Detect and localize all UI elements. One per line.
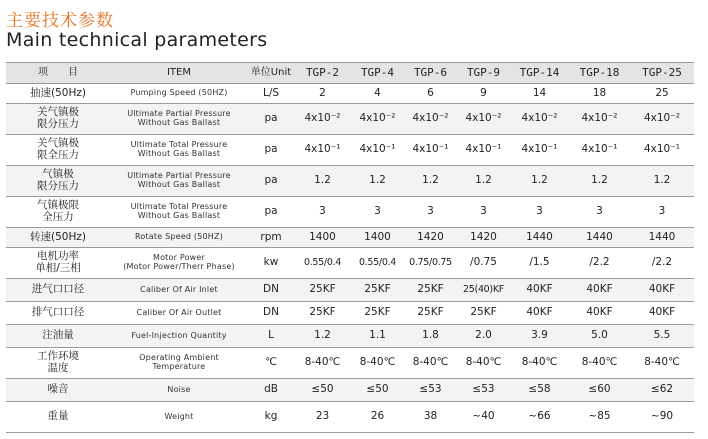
row-label-cn bbox=[6, 248, 110, 279]
value-cell: 3 bbox=[569, 197, 630, 228]
value-cell: 1440 bbox=[630, 228, 694, 248]
row-label-en-line: Weight bbox=[164, 411, 194, 421]
row-label-cn-line: 排气口口径 bbox=[31, 306, 85, 319]
row-label-cn bbox=[6, 135, 110, 166]
value-cell: 1.1 bbox=[351, 325, 404, 348]
value-cell: 4x10⁻² bbox=[510, 104, 569, 135]
row-unit: ℃ bbox=[248, 348, 294, 379]
table-row bbox=[6, 248, 694, 279]
value-cell: 3 bbox=[630, 197, 694, 228]
value-cell: 25KF bbox=[351, 302, 404, 325]
value-cell: 1440 bbox=[510, 228, 569, 248]
value-cell: 3 bbox=[351, 197, 404, 228]
value-cell: 25KF bbox=[351, 279, 404, 302]
spec-table-body bbox=[6, 84, 694, 433]
value-cell: 1400 bbox=[294, 228, 351, 248]
row-label-en-line: Temperature bbox=[152, 362, 206, 371]
row-label-en bbox=[110, 135, 248, 166]
value-cell: 3 bbox=[404, 197, 457, 228]
row-label-cn bbox=[6, 104, 110, 135]
value-cell: 1.8 bbox=[404, 325, 457, 348]
table-row bbox=[6, 104, 694, 135]
row-label-en-line: Ultimate Partial Pressure bbox=[127, 171, 231, 181]
row-label-cn bbox=[6, 402, 110, 433]
row-label-cn-line: 关气镇极 bbox=[37, 106, 79, 119]
row-label-cn-line: 气镇极限 bbox=[37, 199, 79, 212]
header-model: TGP-9 bbox=[457, 63, 510, 84]
row-label-en bbox=[110, 84, 248, 104]
spec-table bbox=[6, 62, 694, 433]
value-cell: 1.2 bbox=[457, 166, 510, 197]
value-cell: 4x10⁻¹ bbox=[294, 135, 351, 166]
row-unit: dB bbox=[248, 379, 294, 402]
value-cell: 1.2 bbox=[404, 166, 457, 197]
value-cell: ~40 bbox=[457, 402, 510, 433]
row-label-cn-line: 噪音 bbox=[47, 383, 69, 396]
row-label-en-line: Rotate Speed (50HZ) bbox=[134, 232, 224, 242]
value-cell: ~66 bbox=[510, 402, 569, 433]
value-cell: /2.2 bbox=[630, 248, 694, 279]
value-cell: 8-40℃ bbox=[404, 348, 457, 379]
value-cell: ≤53 bbox=[404, 379, 457, 402]
table-row bbox=[6, 197, 694, 228]
table-row bbox=[6, 325, 694, 348]
header-model: TGP-4 bbox=[351, 63, 404, 84]
value-cell: 1.2 bbox=[294, 325, 351, 348]
row-unit: L bbox=[248, 325, 294, 348]
header-unit: 单位Unit bbox=[248, 63, 294, 84]
value-cell: 6 bbox=[404, 84, 457, 104]
value-cell: 25 bbox=[630, 84, 694, 104]
row-label-en-line: Caliber Of Air Inlet bbox=[140, 284, 218, 294]
value-cell: 4x10⁻² bbox=[457, 104, 510, 135]
value-cell: 26 bbox=[351, 402, 404, 433]
row-label-en bbox=[110, 302, 248, 325]
row-label-en-line: Ultimate Partial Pressure bbox=[127, 109, 231, 119]
row-unit: pa bbox=[248, 197, 294, 228]
header-item-cn: 项 目 bbox=[6, 63, 110, 84]
row-label-en bbox=[110, 379, 248, 402]
value-cell: /0.75 bbox=[457, 248, 510, 279]
value-cell: 38 bbox=[404, 402, 457, 433]
value-cell: 8-40℃ bbox=[457, 348, 510, 379]
row-label-en-line: Motor Power bbox=[152, 253, 206, 263]
value-cell: 8-40℃ bbox=[630, 348, 694, 379]
table-row bbox=[6, 84, 694, 104]
row-label-en bbox=[110, 104, 248, 135]
header-model: TGP-14 bbox=[510, 63, 569, 84]
table-row bbox=[6, 302, 694, 325]
value-cell: 5.0 bbox=[569, 325, 630, 348]
row-label-cn-line: 限分压力 bbox=[37, 118, 79, 130]
value-cell: 23 bbox=[294, 402, 351, 433]
row-label-cn-line: 进气口口径 bbox=[31, 283, 85, 296]
value-cell: 40KF bbox=[630, 302, 694, 325]
row-unit: DN bbox=[248, 302, 294, 325]
row-label-en-line: Pumping Speed (50HZ) bbox=[130, 88, 228, 98]
value-cell: 25KF bbox=[294, 279, 351, 302]
value-cell: ≤53 bbox=[457, 379, 510, 402]
value-cell: ≤60 bbox=[569, 379, 630, 402]
value-cell: 40KF bbox=[630, 279, 694, 302]
row-label-cn-line: 限分压力 bbox=[37, 180, 79, 192]
table-row bbox=[6, 228, 694, 248]
row-unit: pa bbox=[248, 135, 294, 166]
row-unit: pa bbox=[248, 166, 294, 197]
row-unit: kg bbox=[248, 402, 294, 433]
value-cell: 25KF bbox=[294, 302, 351, 325]
value-cell: 0.55/0.4 bbox=[351, 248, 404, 279]
value-cell: 8-40℃ bbox=[569, 348, 630, 379]
header-row bbox=[6, 63, 694, 84]
value-cell: 40KF bbox=[569, 279, 630, 302]
value-cell: 18 bbox=[569, 84, 630, 104]
row-label-cn bbox=[6, 379, 110, 402]
value-cell: 1.2 bbox=[569, 166, 630, 197]
value-cell: 8-40℃ bbox=[351, 348, 404, 379]
value-cell: 14 bbox=[510, 84, 569, 104]
value-cell: ≤58 bbox=[510, 379, 569, 402]
value-cell: 4x10⁻² bbox=[294, 104, 351, 135]
value-cell: 5.5 bbox=[630, 325, 694, 348]
row-label-cn-line: 工作环境 bbox=[37, 350, 79, 363]
value-cell: 4x10⁻² bbox=[351, 104, 404, 135]
value-cell: 25KF bbox=[404, 279, 457, 302]
value-cell: 4x10⁻² bbox=[630, 104, 694, 135]
value-cell: 1420 bbox=[457, 228, 510, 248]
row-label-cn-line: 抽速(50Hz) bbox=[30, 86, 86, 99]
value-cell: 9 bbox=[457, 84, 510, 104]
value-cell: 4x10⁻¹ bbox=[630, 135, 694, 166]
value-cell: ~85 bbox=[569, 402, 630, 433]
value-cell: 4x10⁻² bbox=[569, 104, 630, 135]
row-label-en-line: Ultimate Total Pressure bbox=[130, 140, 228, 150]
row-label-en bbox=[110, 325, 248, 348]
table-row bbox=[6, 166, 694, 197]
value-cell: 1400 bbox=[351, 228, 404, 248]
value-cell: 40KF bbox=[510, 302, 569, 325]
value-cell: 40KF bbox=[569, 302, 630, 325]
row-label-en-line: Fuel-Injection Quantity bbox=[131, 330, 227, 340]
value-cell: 25(40)KF bbox=[457, 279, 510, 302]
value-cell: 4x10⁻¹ bbox=[569, 135, 630, 166]
value-cell: 4x10⁻¹ bbox=[457, 135, 510, 166]
value-cell: ≤50 bbox=[294, 379, 351, 402]
header-model: TGP-2 bbox=[294, 63, 351, 84]
row-label-cn bbox=[6, 166, 110, 197]
row-label-cn bbox=[6, 348, 110, 379]
row-label-cn-line: 单相/三相 bbox=[35, 262, 81, 274]
value-cell: 4x10⁻¹ bbox=[351, 135, 404, 166]
row-label-cn-line: 关气镇极 bbox=[37, 137, 79, 150]
value-cell: ~90 bbox=[630, 402, 694, 433]
value-cell: /1.5 bbox=[510, 248, 569, 279]
value-cell: 25KF bbox=[404, 302, 457, 325]
row-label-cn bbox=[6, 84, 110, 104]
value-cell: 4x10⁻² bbox=[404, 104, 457, 135]
row-label-en bbox=[110, 279, 248, 302]
row-label-cn-line: 限全压力 bbox=[37, 149, 79, 161]
value-cell: 1.2 bbox=[510, 166, 569, 197]
table-row bbox=[6, 279, 694, 302]
row-label-cn-line: 电机功率 bbox=[37, 250, 79, 263]
header-item-en: ITEM bbox=[110, 63, 248, 84]
row-label-cn bbox=[6, 279, 110, 302]
header-model: TGP-25 bbox=[630, 63, 694, 84]
row-label-en-line: Without Gas Ballast bbox=[137, 149, 221, 158]
row-label-cn bbox=[6, 302, 110, 325]
value-cell: 25KF bbox=[457, 302, 510, 325]
title-chinese: 主要技术参数 bbox=[6, 11, 114, 31]
row-label-en-line: Without Gas Ballast bbox=[137, 211, 221, 220]
row-label-cn-line: 注油量 bbox=[42, 329, 74, 342]
row-unit: kw bbox=[248, 248, 294, 279]
table-row bbox=[6, 402, 694, 433]
value-cell: 0.55/0.4 bbox=[294, 248, 351, 279]
row-label-cn-line: 气镇极 bbox=[42, 168, 74, 181]
row-label-en-line: Operating Ambient bbox=[139, 353, 219, 363]
value-cell: 0.75/0.75 bbox=[404, 248, 457, 279]
value-cell: 4x10⁻¹ bbox=[404, 135, 457, 166]
row-label-cn-line: 重量 bbox=[47, 410, 69, 423]
row-label-en-line: Without Gas Ballast bbox=[137, 118, 221, 127]
table-row bbox=[6, 135, 694, 166]
row-unit: pa bbox=[248, 104, 294, 135]
value-cell: /2.2 bbox=[569, 248, 630, 279]
row-label-cn bbox=[6, 325, 110, 348]
row-label-en bbox=[110, 248, 248, 279]
row-label-en bbox=[110, 228, 248, 248]
row-unit: rpm bbox=[248, 228, 294, 248]
title-english: Main technical parameters bbox=[6, 29, 268, 51]
value-cell: 4 bbox=[351, 84, 404, 104]
table-row bbox=[6, 379, 694, 402]
value-cell: 8-40℃ bbox=[294, 348, 351, 379]
row-label-en-line: (Motor Power/Therr Phase) bbox=[123, 262, 235, 271]
row-label-en-line: Without Gas Ballast bbox=[137, 180, 221, 189]
row-label-cn-line: 温度 bbox=[47, 362, 69, 374]
value-cell: 3 bbox=[294, 197, 351, 228]
row-label-en-line: Caliber Of Air Outlet bbox=[136, 307, 222, 317]
row-label-en bbox=[110, 166, 248, 197]
row-unit: L/S bbox=[248, 84, 294, 104]
value-cell: 2.0 bbox=[457, 325, 510, 348]
value-cell: ≤62 bbox=[630, 379, 694, 402]
value-cell: 1.2 bbox=[630, 166, 694, 197]
value-cell: 8-40℃ bbox=[510, 348, 569, 379]
value-cell: 3 bbox=[457, 197, 510, 228]
value-cell: 3.9 bbox=[510, 325, 569, 348]
row-label-cn-line: 全压力 bbox=[42, 211, 74, 223]
row-label-en bbox=[110, 197, 248, 228]
row-unit: DN bbox=[248, 279, 294, 302]
value-cell: 1.2 bbox=[294, 166, 351, 197]
row-label-cn bbox=[6, 197, 110, 228]
header-model: TGP-6 bbox=[404, 63, 457, 84]
value-cell: 2 bbox=[294, 84, 351, 104]
value-cell: 3 bbox=[510, 197, 569, 228]
row-label-en-line: Ultimate Total Pressure bbox=[130, 202, 228, 212]
row-label-en bbox=[110, 348, 248, 379]
value-cell: 4x10⁻¹ bbox=[510, 135, 569, 166]
value-cell: ≤50 bbox=[351, 379, 404, 402]
table-row bbox=[6, 348, 694, 379]
row-label-cn bbox=[6, 228, 110, 248]
value-cell: 1440 bbox=[569, 228, 630, 248]
header-model: TGP-18 bbox=[569, 63, 630, 84]
row-label-en-line: Noise bbox=[167, 384, 191, 394]
row-label-cn-line: 转速(50Hz) bbox=[30, 230, 86, 243]
value-cell: 40KF bbox=[510, 279, 569, 302]
value-cell: 1.2 bbox=[351, 166, 404, 197]
row-label-en bbox=[110, 402, 248, 433]
value-cell: 1420 bbox=[404, 228, 457, 248]
